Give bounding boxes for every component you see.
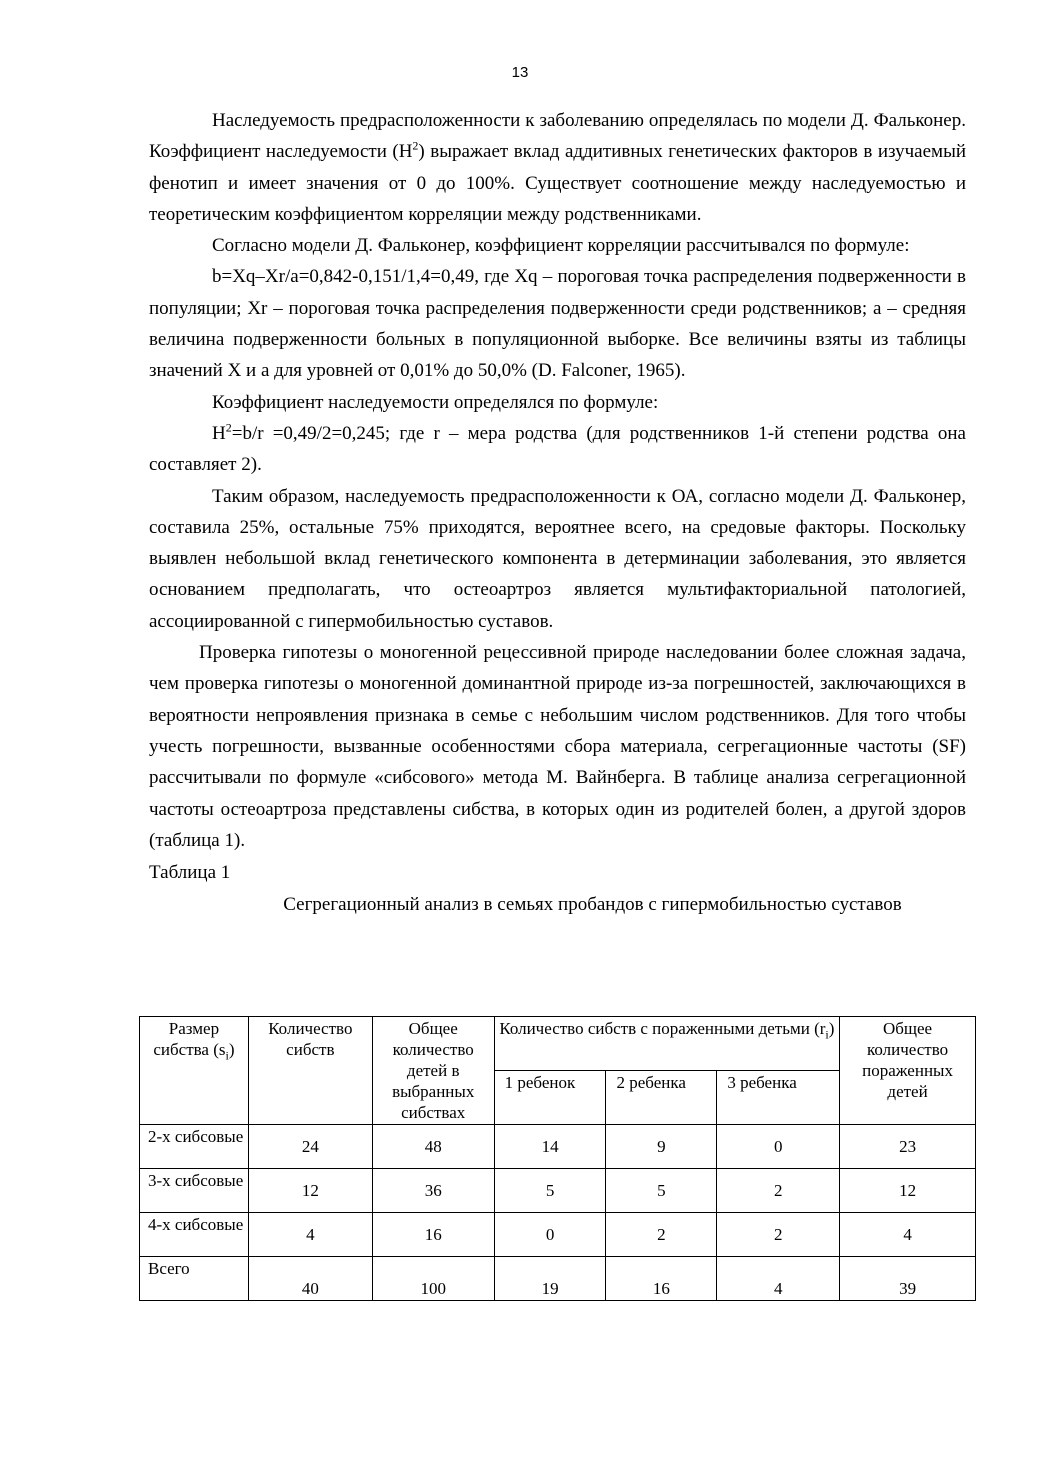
- paragraph-heritability-model: [149, 105, 966, 230]
- cell-one-child: 0: [494, 1213, 606, 1257]
- header-sibship-count: Количество сибств: [248, 1017, 372, 1125]
- cell-total: 16: [372, 1213, 494, 1257]
- cell-count: 40: [248, 1257, 372, 1301]
- paragraph-correlation-formula-intro: [149, 230, 966, 261]
- header-sibship-size-close: ): [228, 1040, 235, 1059]
- cell-one-child: 5: [494, 1169, 606, 1213]
- p6-text: Таким образом, наследуемость предрасположенности к ОА, согласно модели Д. Фальконер, составила 25%, остальные 75% приходятся, вероятнее всего, на средовые факторы. Поскольку выявлен небольшой вклад генетического компонента в детерминации заболевания, это является основанием предполагать, что остеоартроз является мультифакториальной патологией, ассоциированной с гипермобильностью суставов.: [149, 485, 966, 632]
- p4-text: Коэффициент наследуемости определялся по формуле:: [212, 391, 659, 413]
- header-sibship-size-text: Размер сибства (s: [153, 1019, 226, 1059]
- header-three-children: 3 ребенка: [717, 1071, 840, 1125]
- header-affected-close: ): [828, 1019, 835, 1038]
- paragraph-conclusion: [149, 481, 966, 637]
- header-affected-sub: i: [825, 1027, 829, 1042]
- page-number: 13: [511, 64, 529, 81]
- cell-count: 4: [248, 1213, 372, 1257]
- cell-three-children: 0: [717, 1125, 840, 1169]
- cell-three-children: 2: [717, 1169, 840, 1213]
- p1-text-b: ) выражает вклад аддитивных генетических факторов в изучаемый фенотип и имеет значения от 0 до 100%. Существует соотношение между наследуемостью и теоретическим коэффициентом корреляции между родственниками.: [149, 141, 967, 225]
- p5-text-b: =b/r =0,49/2=0,245; где r – мера родства (для родственников 1-й степени родства она составляет 2).: [149, 422, 966, 476]
- segregation-table: [139, 1016, 976, 1301]
- header-sibship-size-sub: i: [225, 1048, 229, 1063]
- header-one-child: 1 ребенок: [494, 1071, 606, 1125]
- p5-text-a: H: [212, 422, 226, 444]
- header-total-affected: Общее количество пораженных детей: [840, 1017, 976, 1125]
- cell-one-child: 14: [494, 1125, 606, 1169]
- header-two-children: 2 ребенка: [606, 1071, 717, 1125]
- paragraph-heritability-formula: [149, 418, 966, 481]
- p5-superscript: 2: [225, 420, 232, 435]
- row-label: 3-х сибсовые: [140, 1169, 249, 1213]
- paragraph-recessive-hypothesis: [149, 637, 966, 856]
- row-label: 2-х сибсовые: [140, 1125, 249, 1169]
- cell-one-child: 19: [494, 1257, 606, 1301]
- cell-three-children: 4: [717, 1257, 840, 1301]
- cell-count: 12: [248, 1169, 372, 1213]
- paragraph-heritability-formula-intro: [149, 387, 966, 418]
- cell-affected: 23: [840, 1125, 976, 1169]
- cell-affected: 39: [840, 1257, 976, 1301]
- cell-count: 24: [248, 1125, 372, 1169]
- header-affected-sibships: [494, 1017, 839, 1071]
- cell-two-children: 2: [606, 1213, 717, 1257]
- table-title: Сегрегационный анализ в семьях пробандов с гипермобильностью суставов: [283, 894, 902, 916]
- cell-two-children: 5: [606, 1169, 717, 1213]
- document-body: [149, 105, 966, 921]
- table-row-total: [140, 1257, 976, 1301]
- p7-text: Проверка гипотезы о моногенной рецессивной природе наследовании более сложная задача, чем проверка гипотезы о моногенной доминантной природе из-за погрешностей, заключающихся в вероятности непроявления признака в семье с небольшим числом родственников. Для того чтобы учесть погрешности, вызванные особенностями сбора материала, сегрегационные частоты (SF) рассчитывали по формуле «сибсового» метода М. Вайнберга. В таблице анализа сегрегационной частоты остеоартроза представлены сибства, в которых один из родителей болен, а другой здоров (таблица 1).: [149, 642, 966, 851]
- cell-affected: 4: [840, 1213, 976, 1257]
- cell-two-children: 9: [606, 1125, 717, 1169]
- row-label: 4-х сибсовые: [140, 1213, 249, 1257]
- p1-superscript: 2: [412, 138, 419, 153]
- p2-text: Согласно модели Д. Фальконер, коэффициент корреляции рассчитывался по формуле:: [212, 235, 910, 257]
- table-row: [140, 1125, 976, 1169]
- row-label: Всего: [140, 1257, 249, 1301]
- table-label: Таблица 1: [149, 862, 231, 884]
- table-row: [140, 1169, 976, 1213]
- cell-total: 100: [372, 1257, 494, 1301]
- table-header-row: [140, 1017, 976, 1071]
- header-sibship-size: [140, 1017, 249, 1125]
- paragraph-correlation-formula: [149, 261, 966, 386]
- cell-total: 36: [372, 1169, 494, 1213]
- cell-two-children: 16: [606, 1257, 717, 1301]
- p3-text: b=Xq–Xr/a=0,842-0,151/1,4=0,49, где Xq – пороговая точка распределения подверженности в популяции; Xr – пороговая точка распределения подверженности среди родственников; a – средняя величина подверженности больных в популяционной выборке. Все величины взяты из таблицы значений X и a для уровней от 0,01% до 50,0% (D. Falconer, 1965).: [149, 266, 966, 382]
- cell-total: 48: [372, 1125, 494, 1169]
- header-total-children: Общее количество детей в выбранных сибствах: [372, 1017, 494, 1125]
- cell-affected: 12: [840, 1169, 976, 1213]
- cell-three-children: 2: [717, 1213, 840, 1257]
- p1-text-a: Наследуемость предрасположенности к заболеванию определялась по модели Д. Фальконер. Коэффициент наследуемости (H: [149, 110, 966, 163]
- header-affected-text: Количество сибств с пораженными детьми (r: [499, 1019, 826, 1038]
- table-row: [140, 1213, 976, 1257]
